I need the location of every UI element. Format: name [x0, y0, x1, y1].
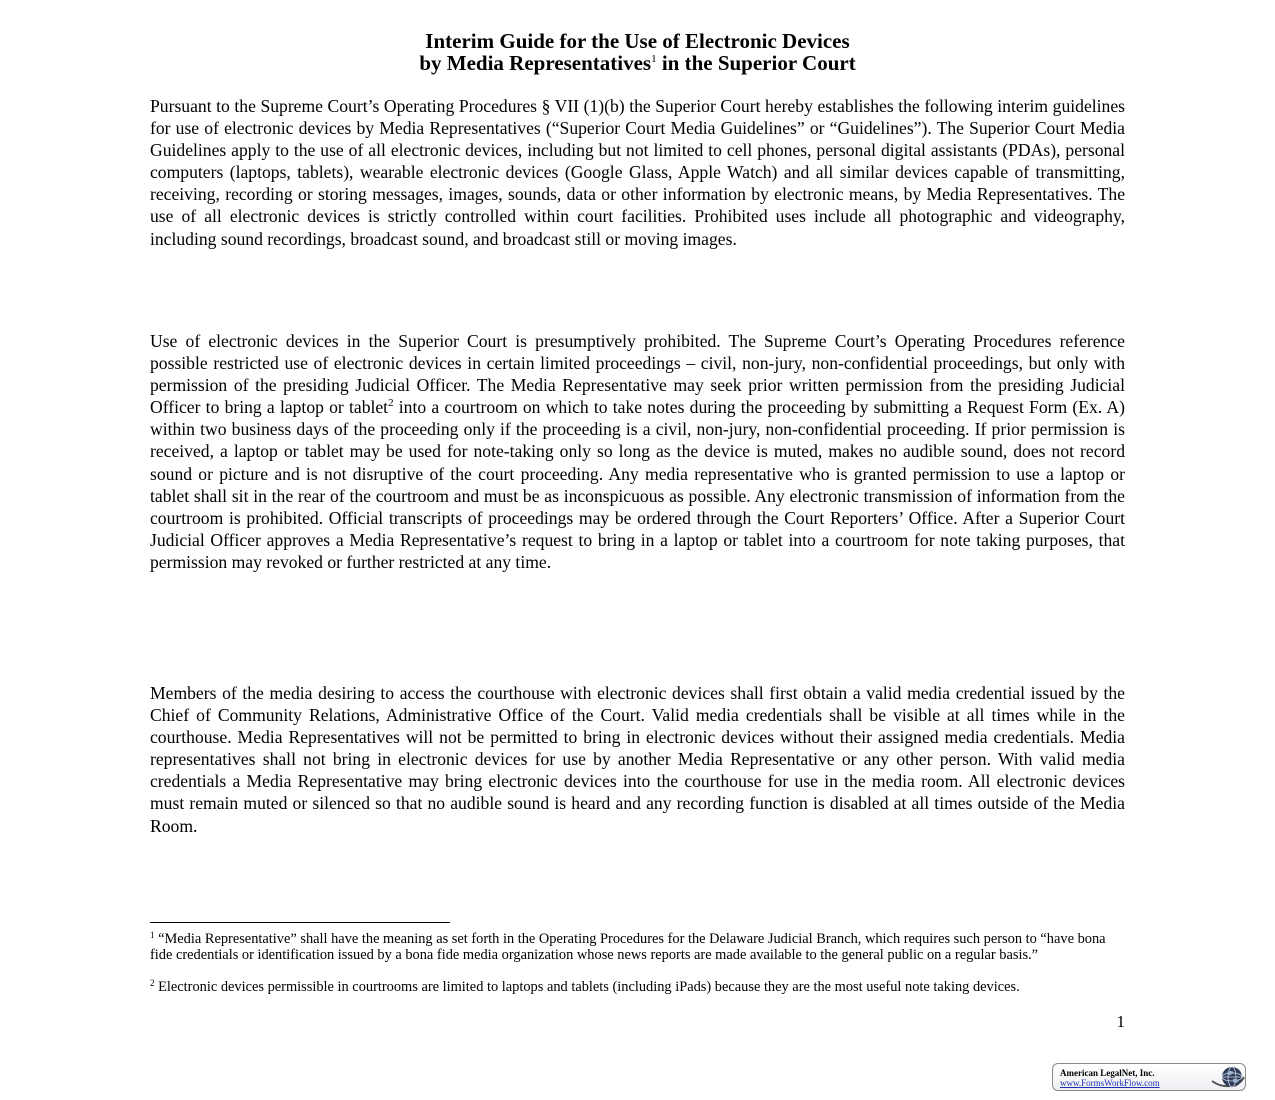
- title-line-2-text-end: in the Superior Court: [656, 51, 856, 75]
- paragraph-3: Members of the media desiring to access the courthouse with electronic devices shall first obtain a valid media credential issued by the Chief of Community Relations, Administrative Office of the Court. Valid media credentials shall be visible at all times while in the courthouse. Media Representatives will not be permitted to bring in electronic devices without their assigned media credentials. Media representatives shall not bring in electronic devices for use by another Media Representative or any other person. With valid media credentials a Media Representative may bring electronic devices into the courthouse for use in the media room. All electronic devices must remain muted or silenced so that no audible sound is heard and any recording function is disabled at all times outside of the Media Room.: [150, 683, 1125, 836]
- title-line-2-text: by Media Representatives: [419, 51, 652, 75]
- footnote-1: [150, 931, 1125, 963]
- title-line-2: [0, 52, 1275, 74]
- footnote-separator: [150, 922, 450, 923]
- page-number: 1: [1116, 1012, 1125, 1031]
- paragraph-2-text-start: Use of electronic devices in the Superior Court is presumptively prohibited. The Supreme Court’s Operating Procedures reference possible restricted use of electronic devices in certain limited proceedings – civil, non-jury, non-confidential proceedings, but only with permission of the presiding Judicial Officer. The Media Representative may seek prior written permission from the presiding Judicial Officer to bring a laptop or tablet: [150, 331, 1125, 418]
- footnote-marker-1: 1: [150, 930, 155, 940]
- paragraph-1: Pursuant to the Supreme Court’s Operating Procedures § VII (1)(b) the Superior Court hereby establishes the following interim guidelines for use of electronic devices by Media Representatives (“Superior Court Media Guidelines” or “Guidelines”). The Superior Court Media Guidelines apply to the use of all electronic devices, including but not limited to cell phones, personal digital assistants (PDAs), personal computers (laptops, tablets), wearable electronic devices (Google Glass, Apple Watch) and all similar devices capable of transmitting, receiving, recording or storing messages, images, sounds, data or other information by electronic means, by Media Representatives. The use of all electronic devices is strictly controlled within court facilities. Prohibited uses include all photographic and videography, including sound recordings, broadcast sound, and broadcast still or moving images.: [150, 96, 1125, 249]
- footnote-ref-1: 1: [651, 53, 657, 65]
- footnote-1-text: “Media Representative” shall have the meaning as set forth in the Operating Procedures for the Delaware Judicial Branch, which requires such person to “have bona fide credentials or identification issued by a bona fide media organization whose news reports are made available to the general public on a regular basis.”: [150, 931, 1106, 963]
- document-title: [0, 30, 1275, 74]
- badge-company-name: American LegalNet, Inc.: [1060, 1068, 1155, 1078]
- globe-logo-icon: [1210, 1065, 1246, 1089]
- title-line-1: Interim Guide for the Use of Electronic Devices: [425, 29, 850, 53]
- badge-url-link[interactable]: www.FormsWorkFlow.com: [1060, 1078, 1160, 1088]
- footnote-2: [150, 979, 1125, 995]
- forms-workflow-badge[interactable]: [1052, 1063, 1246, 1091]
- paragraph-2-text-end: into a courtroom on which to take notes during the proceeding by submitting a Request Form (Ex. A) within two business days of the proceeding only if the proceeding is a civil, non-jury, non-confidential proceeding. If prior permission is received, a laptop or tablet may be used for note-taking only so long as the device is muted, makes no audible sound, does not record sound or picture and is not disruptive of the court proceeding. Any media representative who is granted permission to use a laptop or tablet shall sit in the rear of the courtroom and must be as inconspicuous as possible. Any electronic transmission of information from the courtroom is prohibited. Official transcripts of proceedings may be ordered through the Court Reporters’ Office. After a Superior Court Judicial Officer approves a Media Representative’s request to bring in a laptop or tablet into a courtroom for note taking purposes, that permission may revoked or further restricted at any time.: [150, 397, 1125, 572]
- footnote-ref-2: 2: [388, 397, 394, 410]
- paragraph-2: [150, 330, 1125, 573]
- footnote-marker-2: 2: [150, 978, 155, 988]
- footnote-2-text: Electronic devices permissible in courtrooms are limited to laptops and tablets (including iPads) because they are the most useful note taking devices.: [154, 979, 1020, 995]
